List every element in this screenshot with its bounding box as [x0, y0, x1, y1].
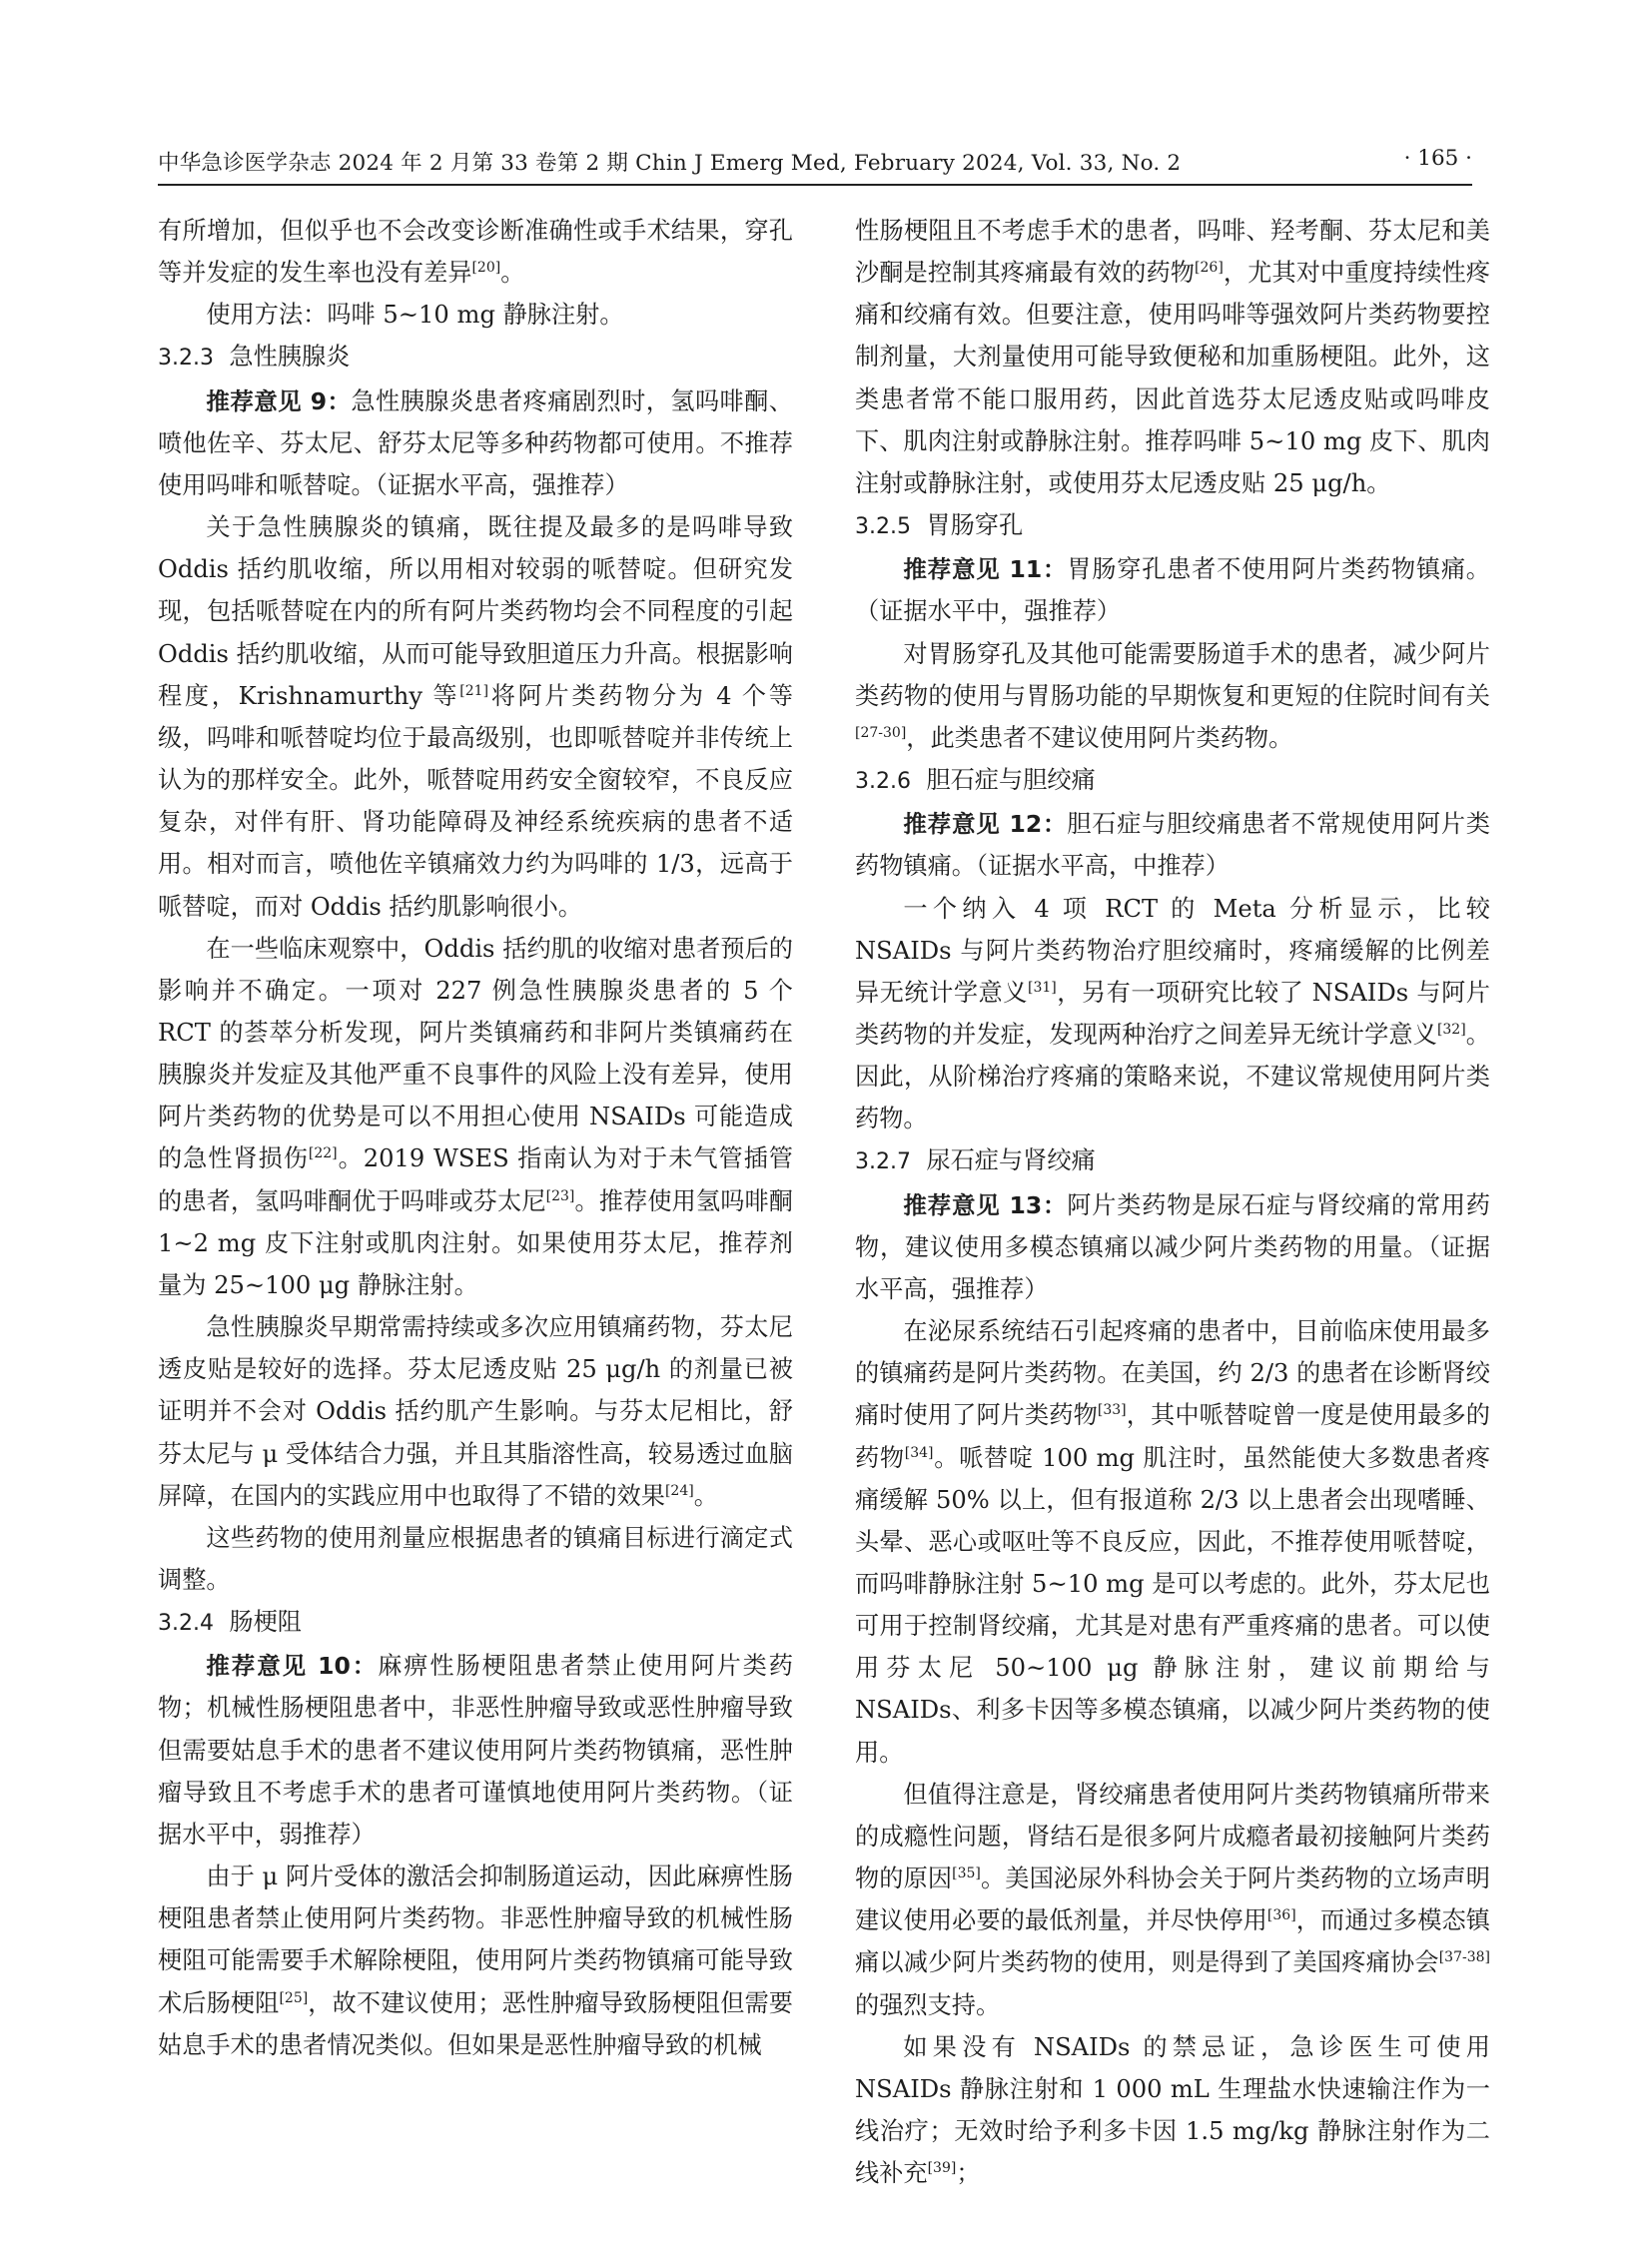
- journal-citation: 中华急诊医学杂志 2024 年 2 月第 33 卷第 2 期 Chin J Emerg Med, February 2024, Vol. 33, No. 2: [158, 151, 1182, 176]
- citation-ref: [37-38]: [1438, 1949, 1490, 1966]
- section-number: 3.2.7: [855, 1149, 911, 1175]
- page-number: · 165 ·: [1403, 146, 1472, 171]
- paragraph: 急性胰腺炎早期常需持续或多次应用镇痛药物，芬太尼透皮贴是较好的选择。芬太尼透皮贴 25 μg/h 的剂量已被证明并不会对 Oddis 括约肌产生影响。与芬太尼相比，舒芬太尼与 μ 受体结合力强，并且其脂溶性高，较易透过血脑屏障，在国内的实践应用中也取得了不错的效果[24]。: [158, 1313, 793, 1510]
- citation-ref: [27-30]: [855, 724, 907, 741]
- section-number: 3.2.6: [855, 769, 911, 795]
- running-header: [158, 146, 1472, 182]
- section-title: 肠梗阻: [229, 1608, 302, 1637]
- citation-ref: [36]: [1266, 1907, 1296, 1924]
- section-heading: [855, 504, 1490, 548]
- recommendation: [158, 1645, 793, 1856]
- citation-ref: [33]: [1097, 1402, 1127, 1419]
- paragraph: 对胃肠穿孔及其他可能需要肠道手术的患者，减少阿片类药物的使用与胃肠功能的早期恢复和更短的住院时间有关[27-30]，此类患者不建议使用阿片类药物。: [855, 639, 1490, 752]
- citation-ref: [21]: [459, 682, 489, 699]
- paragraph: 有所增加，但似乎也不会改变诊断准确性或手术结果，穿孔等并发症的发生率也没有差异[20]。: [158, 217, 793, 288]
- left-column: [158, 210, 793, 2066]
- paragraph: 性肠梗阻且不考虑手术的患者，吗啡、羟考酮、芬太尼和美沙酮是控制其疼痛最有效的药物[26]，尤其对中重度持续性疼痛和绞痛有效。但要注意，使用吗啡等强效阿片类药物要控制剂量，大剂量使用可能导致便秘和加重肠梗阻。此外，这类患者常不能口服用药，因此首选芬太尼透皮贴或吗啡皮下、肌肉注射或静脉注射。推荐吗啡 5~10 mg 皮下、肌肉注射或静脉注射，或使用芬太尼透皮贴 25 μg/h。: [855, 217, 1490, 497]
- section-title: 胆石症与胆绞痛: [926, 766, 1096, 795]
- paragraph: 但值得注意是，肾绞痛患者使用阿片类药物镇痛所带来的成瘾性问题，肾结石是很多阿片成瘾者最初接触阿片类药物的原因[35]。美国泌尿外科协会关于阿片类药物的立场声明建议使用必要的最低剂量，并尽快停用[36]，而通过多模态镇痛以减少阿片类药物的使用，则是得到了美国疼痛协会[37-38]的强烈支持。: [855, 1780, 1490, 2019]
- section-title: 急性胰腺炎: [229, 343, 351, 372]
- section-heading: [855, 1139, 1490, 1183]
- citation-ref: [39]: [927, 2160, 957, 2177]
- section-heading: [158, 336, 793, 379]
- recommendation: [855, 1184, 1490, 1310]
- citation-ref: [34]: [904, 1444, 934, 1461]
- paragraph: 一个纳入 4 项 RCT 的 Meta 分析显示，比较 NSAIDs 与阿片类药物治疗胆绞痛时，疼痛缓解的比例差异无统计学意义[31]，另有一项研究比较了 NSAIDs 与阿片类药物的并发症，发现两种治疗之间差异无统计学意义[32]。因此，从阶梯治疗疼痛的策略来说，不建议常规使用阿片类药物。: [855, 894, 1490, 1133]
- citation-ref: [20]: [471, 260, 501, 277]
- paragraph: 关于急性胰腺炎的镇痛，既往提及最多的是吗啡导致 Oddis 括约肌收缩，所以用相对较弱的哌替啶。但研究发现，包括哌替啶在内的所有阿片类药物均会不同程度的引起 Oddis 括约肌收缩，从而可能导致胆道压力升高。根据影响程度，Krishnamurthy 等[21]将阿片类药物分为 4 个等级，吗啡和哌替啶均位于最高级别，也即哌替啶并非传统上认为的那样安全。此外，哌替啶用药安全窗较窄，不良反应复杂，对伴有肝、肾功能障碍及神经系统疾病的患者不适用。相对而言，喷他佐辛镇痛效力约为吗啡的 1/3，远高于哌替啶，而对 Oddis 括约肌影响很小。: [158, 513, 793, 921]
- section-heading: [855, 759, 1490, 803]
- right-column: [855, 210, 1490, 2194]
- section-number: 3.2.4: [158, 1611, 214, 1637]
- citation-ref: [23]: [545, 1187, 575, 1204]
- paragraph: 这些药物的使用剂量应根据患者的镇痛目标进行滴定式调整。: [158, 1523, 793, 1594]
- paragraph: 如果没有 NSAIDs 的禁忌证，急诊医生可使用 NSAIDs 静脉注射和 1 000 mL 生理盐水快速输注作为一线治疗；无效时给予利多卡因 1.5 mg/kg 静脉注射作为二线补充[39]；: [855, 2032, 1490, 2188]
- recommendation-text: 胃肠穿孔患者不使用阿片类药物镇痛。（证据水平中，强推荐）: [855, 555, 1490, 626]
- citation-ref: [24]: [664, 1482, 694, 1499]
- recommendation-text: 麻痹性肠梗阻患者禁止使用阿片类药物；机械性肠梗阻患者中，非恶性肿瘤导致或恶性肿瘤导致但需要姑息手术的患者不建议使用阿片类药物镇痛，恶性肿瘤导致且不考虑手术的患者可谨慎地使用阿片类药物。（证据水平中，弱推荐）: [158, 1652, 793, 1849]
- recommendation-label: 推荐意见 12：: [903, 810, 1068, 839]
- recommendation-label: 推荐意见 11：: [903, 555, 1068, 584]
- citation-ref: [26]: [1195, 260, 1224, 277]
- recommendation-text: 胆石症与胆绞痛患者不常规使用阿片类药物镇痛。（证据水平高，中推荐）: [855, 810, 1490, 881]
- citation-ref: [31]: [1027, 979, 1057, 996]
- header-rule: [158, 184, 1472, 186]
- citation-ref: [35]: [952, 1866, 981, 1881]
- paragraph: 由于 μ 阿片受体的激活会抑制肠道运动，因此麻痹性肠梗阻患者禁止使用阿片类药物。非恶性肿瘤导致的机械性肠梗阻可能需要手术解除梗阻，使用阿片类药物镇痛可能导致术后肠梗阻[25]，故不建议使用；恶性肿瘤导致肠梗阻但需要姑息手术的患者情况类似。但如果是恶性肿瘤导致的机械: [158, 1863, 793, 2059]
- recommendation: [158, 380, 793, 506]
- recommendation-text: 阿片类药物是尿石症与肾绞痛的常用药物，建议使用多模态镇痛以减少阿片类药物的用量。（证据水平高，强推荐）: [855, 1190, 1490, 1303]
- recommendation: [855, 548, 1490, 632]
- section-title: 尿石症与肾绞痛: [926, 1146, 1096, 1175]
- recommendation-text: 急性胰腺炎患者疼痛剧烈时，氢吗啡酮、喷他佐辛、芬太尼、舒芬太尼等多种药物都可使用。不推荐使用吗啡和哌替啶。（证据水平高，强推荐）: [158, 386, 793, 499]
- recommendation-label: 推荐意见 13：: [903, 1190, 1068, 1219]
- paragraph: 在泌尿系统结石引起疼痛的患者中，目前临床使用最多的镇痛药是阿片类药物。在美国，约 2/3 的患者在诊断肾绞痛时使用了阿片类药物[33]，其中哌替啶曾一度是使用最多的药物[34]。哌替啶 100 mg 肌注时，虽然能使大多数患者疼痛缓解 50% 以上，但有报道称 2/3 以上患者会出现嗜睡、头晕、恶心或呕吐等不良反应，因此，不推荐使用哌替啶，而吗啡静脉注射 5~10 mg 是可以考虑的。此外，芬太尼也可用于控制肾绞痛，尤其是对患有严重疼痛的患者。可以使用芬太尼 50~100 μg 静脉注射，建议前期给与 NSAIDs、利多卡因等多模态镇痛，以减少阿片类药物的使用。: [855, 1317, 1490, 1767]
- recommendation-label: 推荐意见 10：: [206, 1652, 379, 1681]
- section-heading: [158, 1601, 793, 1645]
- citation-ref: [25]: [279, 1989, 309, 2006]
- recommendation-label: 推荐意见 9：: [206, 386, 352, 415]
- section-number: 3.2.5: [855, 514, 911, 540]
- paragraph: 使用方法：吗啡 5~10 mg 静脉注射。: [206, 301, 624, 330]
- citation-ref: [32]: [1436, 1021, 1466, 1038]
- citation-ref: [22]: [308, 1145, 338, 1162]
- section-title: 胃肠穿孔: [926, 511, 1024, 540]
- paragraph: 在一些临床观察中，Oddis 括约肌的收缩对患者预后的影响并不确定。一项对 227 例急性胰腺炎患者的 5 个 RCT 的荟萃分析发现，阿片类镇痛药和非阿片类镇痛药在胰腺炎并发症及其他严重不良事件的风险上没有差异，使用阿片类药物的优势是可以不用担心使用 NSAIDs 可能造成的急性肾损伤[22]。2019 WSES 指南认为对于未气管插管的患者，氢吗啡酮优于吗啡或芬太尼[23]。推荐使用氢吗啡酮 1~2 mg 皮下注射或肌肉注射。如果使用芬太尼，推荐剂量为 25~100 μg 静脉注射。: [158, 934, 793, 1299]
- recommendation: [855, 803, 1490, 887]
- section-number: 3.2.3: [158, 346, 214, 372]
